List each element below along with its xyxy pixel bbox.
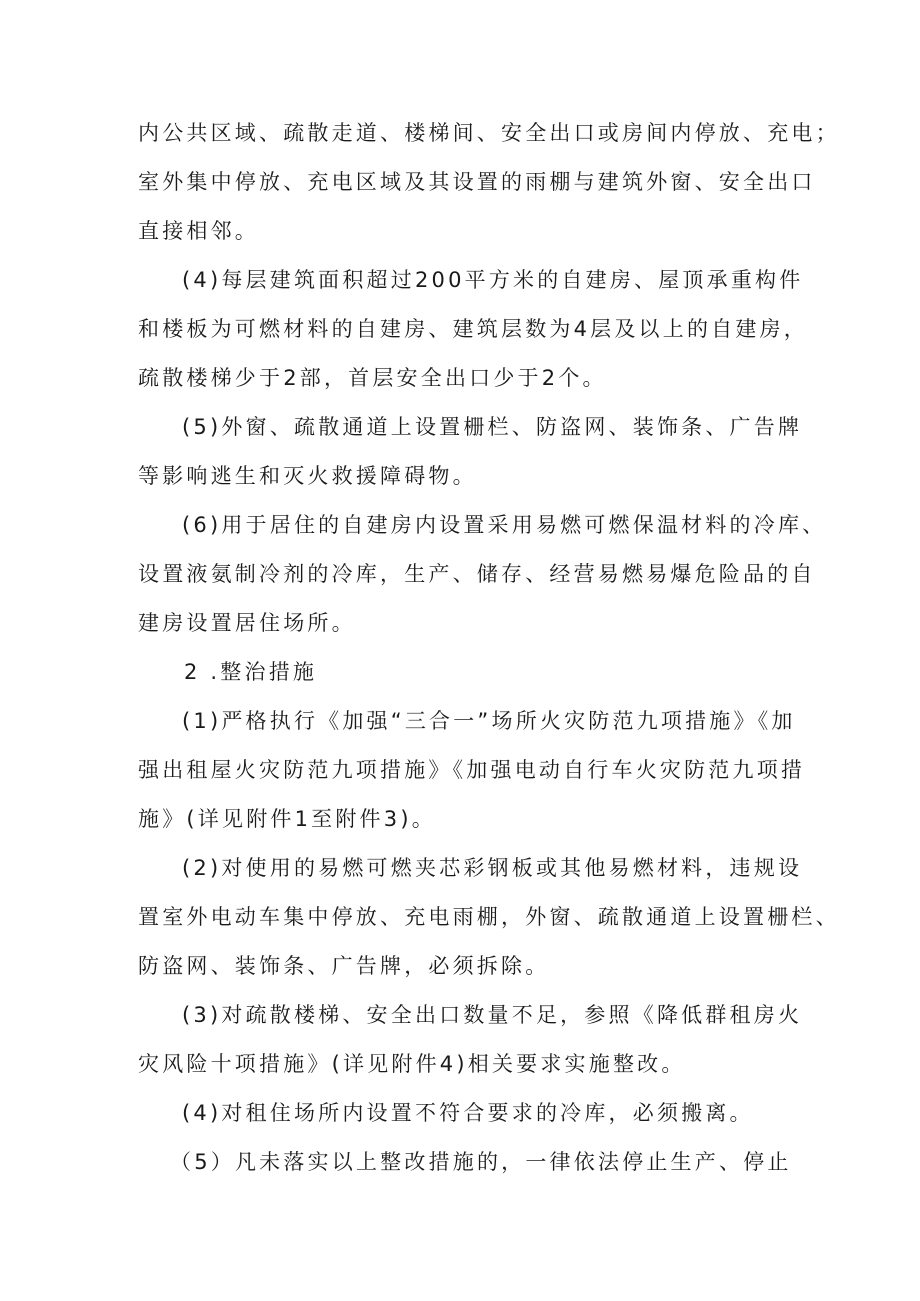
measure-1-line-2: 强出租屋火灾防范九项措施》《加强电动自行车火灾防范九项措 (138, 758, 806, 782)
paragraph-6-line-2: 设置液氨制冷剂的冷库，生产、储存、经营易燃易爆危险品的自 (138, 562, 816, 586)
paragraph-4-line-1: (4)每层建筑面积超过200平方米的自建房、屋顶承重构件 (182, 268, 804, 292)
measure-2-line-2: 置室外电动车集中停放、充电雨棚，外窗、疏散通道上设置栅栏、 (138, 905, 840, 929)
measure-3-line-1: (3)对疏散楼梯、安全出口数量不足，参照《降低群租房火 (182, 1003, 803, 1027)
measure-5-line-1: （5）凡未落实以上整改措施的，一律依法停止生产、停止 (170, 1150, 792, 1174)
section-heading: 2 .整治措施 (184, 660, 318, 684)
paragraph-5-line-2: 等影响逃生和灭火救援障碍物。 (138, 464, 477, 488)
measure-1-line-3: 施》(详见附件1至附件3)。 (138, 807, 436, 831)
paragraph-6-line-1: (6)用于居住的自建房内设置采用易燃可燃保温材料的冷库、 (182, 513, 827, 537)
paragraph-5-line-1: (5)外窗、疏散通道上设置栅栏、防盗网、装饰条、广告牌 (182, 415, 803, 439)
measure-4-line-1: (4)对租住场所内设置不符合要求的冷库，必须搬离。 (182, 1101, 754, 1125)
measure-2-line-3: 防盗网、装饰条、广告牌，必须拆除。 (138, 954, 550, 978)
paragraph-4-line-3: 疏散楼梯少于2部，首层安全出口少于2个。 (138, 366, 607, 390)
text-line-3: 直接相邻。 (138, 219, 259, 243)
measure-2-line-1: (2)对使用的易燃可燃夹芯彩钢板或其他易燃材料，违规设 (182, 856, 803, 880)
paragraph-6-line-3: 建房设置居住场所。 (138, 611, 356, 635)
text-line-2: 室外集中停放、充电区域及其设置的雨棚与建筑外窗、安全出口 (138, 170, 816, 194)
measure-1-line-1: (1)严格执行《加强“三合一”场所火灾防范九项措施》《加 (182, 709, 796, 733)
text-line-1: 内公共区域、疏散走道、楼梯间、安全出口或房间内停放、充电； (138, 121, 840, 145)
paragraph-4-line-2: 和楼板为可燃材料的自建房、建筑层数为4层及以上的自建房， (138, 317, 808, 341)
measure-3-line-2: 灾风险十项措施》(详见附件4)相关要求实施整改。 (138, 1052, 686, 1076)
